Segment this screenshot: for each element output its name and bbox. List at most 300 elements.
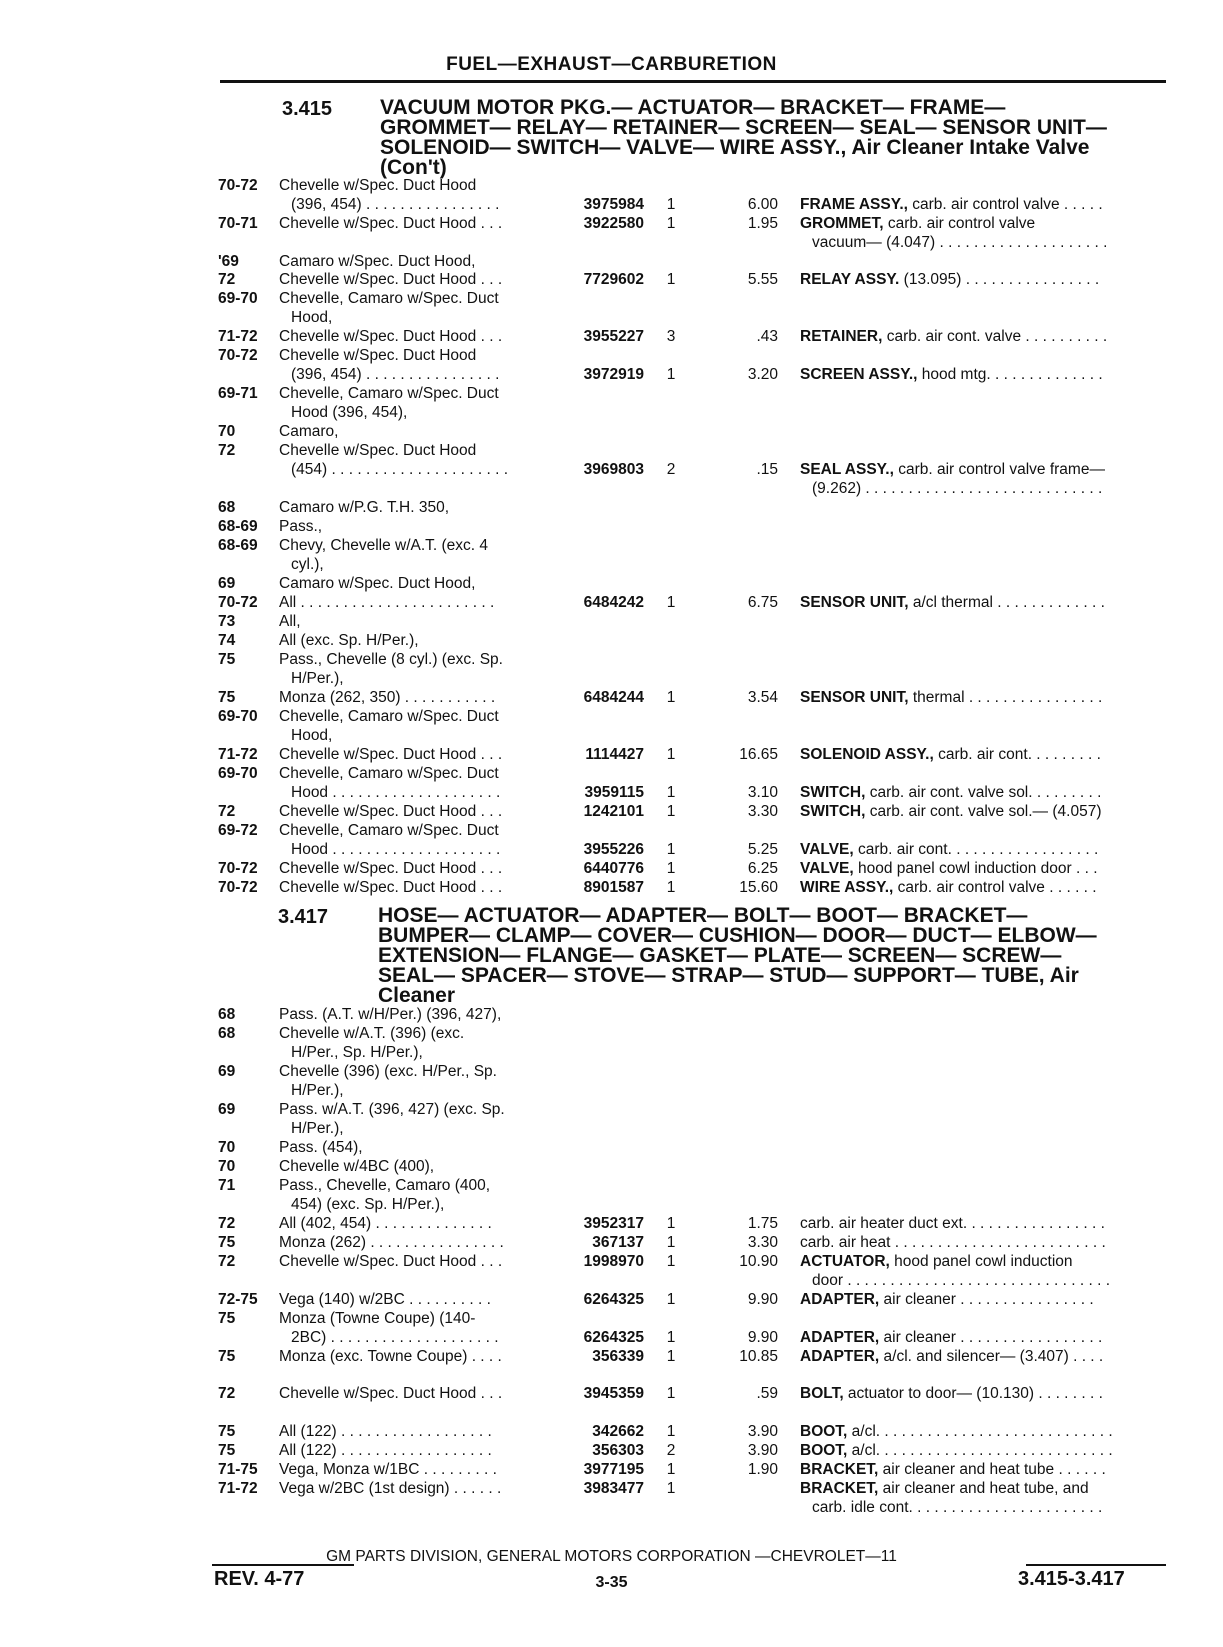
table-row [0,688,1223,707]
part-detail: carb. air cont. valve . . . . . . . . . . [882,328,1108,345]
table-row [0,669,1223,688]
price: 16.65 [739,746,778,763]
part-number: 3955226 [583,841,644,858]
application: Monza (262) . . . . . . . . . . . . . . . . [279,1234,504,1251]
part-name: SWITCH, [800,803,866,820]
table-row [0,783,1223,802]
model-year: 71-75 [218,1461,258,1478]
model-year: 69 [218,1063,236,1080]
part-description [800,593,1162,612]
price: 9.90 [747,1291,778,1308]
price: 9.90 [747,1329,778,1346]
application: All (402, 454) . . . . . . . . . . . . . . [279,1215,492,1232]
model-year: 70-72 [218,594,258,611]
part-detail: carb. air cont. valve sol.— (4.057) [865,803,1102,820]
price: 3.54 [747,689,778,706]
part-detail: carb. air heat . . . . . . . . . . . . . . . . . . . . . . . . . [800,1234,1106,1251]
application: Camaro w/Spec. Duct Hood, [279,253,476,270]
table-row [0,195,1223,214]
part-description [800,802,1162,821]
table-row [0,422,1223,441]
model-year: 69-70 [218,765,258,782]
page-header-title: FUEL—EXHAUST—CARBURETION [446,54,777,75]
application: Hood . . . . . . . . . . . . . . . . . . . . [291,841,501,858]
quantity: 1 [666,1348,676,1365]
part-description [800,1328,1162,1347]
model-year: 71-72 [218,1480,258,1497]
table-row [0,270,1223,289]
application: Vega (140) w/2BC . . . . . . . . . . [279,1291,491,1308]
application: H/Per.), [291,1120,344,1137]
application: Camaro w/Spec. Duct Hood, [279,575,476,592]
part-number: 8901587 [583,879,644,896]
part-name: BRACKET, [800,1480,879,1497]
part-detail: air cleaner and heat tube . . . . . . [878,1461,1106,1478]
part-name: BOOT, [800,1423,848,1440]
quantity: 1 [666,860,676,877]
part-detail: air cleaner . . . . . . . . . . . . . . . . [879,1291,1094,1308]
application: Pass. w/A.T. (396, 427) (exc. Sp. [279,1101,505,1118]
part-number: 3955227 [583,328,644,345]
part-description [800,270,1162,289]
part-detail: thermal . . . . . . . . . . . . . . . . [908,689,1103,706]
quantity: 1 [666,594,676,611]
quantity: 1 [666,1253,676,1270]
part-detail: carb. air cont. . . . . . . . . [933,746,1101,763]
quantity: 1 [666,1423,676,1440]
part-name: SOLENOID ASSY., [800,746,934,763]
price: 6.00 [747,196,778,213]
section-title: VACUUM MOTOR PKG.— ACTUATOR— BRACKET— FRAME— GROMMET— RELAY— RETAINER— SCREEN— SEAL— SENSOR UNIT— SOLENOID— SWITCH— VALVE— WIRE ASSY., Air Cleaner Intake Valve (Con't) [380,96,1107,179]
header-rule [220,80,1166,83]
table-row [0,460,1223,479]
footer-publisher: GM PARTS DIVISION, GENERAL MOTORS CORPORATION —CHEVROLET—11 [326,1548,897,1565]
model-year: 71 [218,1177,236,1194]
part-detail: hood panel cowl induction door . . . [853,860,1098,877]
model-year: '69 [218,253,239,270]
table-row [0,1195,1223,1214]
application: Chevelle w/Spec. Duct Hood [279,177,477,194]
part-description [800,1460,1162,1479]
quantity: 1 [666,841,676,858]
part-number: 6484244 [583,689,644,706]
section-title: HOSE— ACTUATOR— ADAPTER— BOLT— BOOT— BRACKET— BUMPER— CLAMP— COVER— CUSHION— DOOR— DUCT— ELBOW— EXTENSION— FLANGE— GASKET— PLATE— SCREEN— SCREW— SEAL— SPACER— STOVE— STRAP— STUD— SUPPORT— TUBE, Air Cleaner [378,904,1097,1007]
application: All (122) . . . . . . . . . . . . . . . . . . [279,1423,492,1440]
quantity: 1 [666,1291,676,1308]
model-year: 75 [218,1310,236,1327]
application: Chevelle w/A.T. (396) (exc. [279,1025,465,1042]
model-year: 75 [218,651,236,668]
table-row [0,612,1223,631]
part-number: 7729602 [583,271,644,288]
table-row [0,764,1223,783]
application: (396, 454) . . . . . . . . . . . . . . . . [291,196,500,213]
price: 10.85 [739,1348,778,1365]
model-year: 69-70 [218,290,258,307]
part-name: BRACKET, [800,1461,879,1478]
quantity: 1 [666,271,676,288]
part-name: FRAME ASSY., [800,196,908,213]
table-row [0,308,1223,327]
table-row [0,365,1223,384]
part-description [800,195,1162,214]
application: Pass., Chevelle (8 cyl.) (exc. Sp. [279,651,503,668]
part-number: 3969803 [583,461,644,478]
model-year: 72 [218,271,236,288]
model-year: 71-72 [218,328,258,345]
quantity: 1 [666,1329,676,1346]
application: Camaro, [279,423,339,440]
part-name: VALVE, [800,860,854,877]
application: Chevelle w/Spec. Duct Hood . . . [279,215,503,232]
part-number: 6264325 [583,1329,644,1346]
quantity: 1 [666,1215,676,1232]
table-row [0,1157,1223,1176]
table-row [0,1233,1223,1252]
quantity: 1 [666,689,676,706]
model-year: 73 [218,613,236,630]
quantity: 1 [666,1480,676,1497]
application: Pass. (A.T. w/H/Per.) (396, 427), [279,1006,502,1023]
table-row [0,517,1223,536]
application: Vega, Monza w/1BC . . . . . . . . . [279,1461,497,1478]
price: 5.25 [747,841,778,858]
table-row [0,441,1223,460]
model-year: 70-72 [218,347,258,364]
price: 3.20 [747,366,778,383]
part-description [800,878,1162,897]
application: (454) . . . . . . . . . . . . . . . . . . . . . [291,461,509,478]
part-name: ACTUATOR, [800,1253,890,1270]
application: All (exc. Sp. H/Per.), [279,632,419,649]
part-detail: carb. air cont. . . . . . . . . . . . . . . . . . [853,841,1099,858]
part-detail: carb. air heater duct ext. . . . . . . . . . . . . . . . . [800,1215,1105,1232]
model-year: 68 [218,1006,236,1023]
part-detail: a/cl. and silencer— (3.407) . . . . [879,1348,1104,1365]
part-name: RELAY ASSY. [800,271,900,288]
model-year: 75 [218,689,236,706]
model-year: 69 [218,1101,236,1118]
price: 1.90 [747,1461,778,1478]
table-row [0,745,1223,764]
application: Chevelle, Camaro w/Spec. Duct [279,290,499,307]
section-number: 3.417 [278,906,329,928]
model-year: 69 [218,575,236,592]
quantity: 1 [666,215,676,232]
part-description [800,214,1162,233]
table-row [0,498,1223,517]
part-detail: (13.095) . . . . . . . . . . . . . . . . [899,271,1100,288]
part-number: 3959115 [584,784,644,801]
table-row [0,252,1223,271]
part-detail: air cleaner . . . . . . . . . . . . . . . . . [879,1329,1103,1346]
price: 15.60 [739,879,778,896]
table-row [0,214,1223,233]
part-description [800,745,1162,764]
part-number: 356303 [592,1442,644,1459]
part-detail: a/cl thermal . . . . . . . . . . . . . [908,594,1105,611]
application: Chevelle w/Spec. Duct Hood . . . [279,271,503,288]
model-year: 69-72 [218,822,258,839]
price: 3.30 [747,1234,778,1251]
part-detail: hood panel cowl induction [889,1253,1073,1270]
part-description [800,1384,1162,1403]
part-description [812,479,1162,498]
part-number: 367137 [592,1234,644,1251]
part-description [800,859,1162,878]
table-row [0,1024,1223,1043]
part-detail: carb. air control valve frame— [893,461,1105,478]
price: .43 [756,328,778,345]
model-year: 72-75 [218,1291,258,1308]
table-row [0,289,1223,308]
application: Chevelle, Camaro w/Spec. Duct [279,385,499,402]
table-row [0,859,1223,878]
part-description [800,1290,1162,1309]
quantity: 1 [666,1385,676,1402]
application: Hood . . . . . . . . . . . . . . . . . . . . [291,784,501,801]
application: 454) (exc. Sp. H/Per.), [291,1196,445,1213]
application: Chevelle w/Spec. Duct Hood . . . [279,328,503,345]
price: 1.75 [747,1215,778,1232]
part-name: VALVE, [800,841,854,858]
table-row [0,1005,1223,1024]
part-description [812,1498,1162,1517]
table-row [0,1176,1223,1195]
price: 3.30 [747,803,778,820]
application: Vega w/2BC (1st design) . . . . . . [279,1480,502,1497]
quantity: 1 [666,1461,676,1478]
part-detail: carb. air control valve [883,215,1036,232]
application: Monza (Towne Coupe) (140- [279,1310,476,1327]
part-name: GROMMET, [800,215,884,232]
part-number: 6484242 [583,594,644,611]
table-row [0,1441,1223,1460]
model-year: 70-72 [218,177,258,194]
quantity: 1 [666,784,676,801]
part-detail: carb. air cont. valve sol. . . . . . . . . [865,784,1102,801]
application: Pass., Chevelle, Camaro (400, [279,1177,491,1194]
table-row [0,840,1223,859]
application: (396, 454) . . . . . . . . . . . . . . . . [291,366,500,383]
table-row [0,821,1223,840]
table-row [0,1119,1223,1138]
part-name: ADAPTER, [800,1291,880,1308]
model-year: 70 [218,1158,236,1175]
table-row [0,1062,1223,1081]
model-year: 70 [218,423,236,440]
table-row [0,233,1223,252]
part-description [800,1252,1162,1271]
model-year: 72 [218,1253,236,1270]
model-year: 68 [218,1025,236,1042]
part-description [812,1271,1162,1290]
application: Camaro w/P.G. T.H. 350, [279,499,450,516]
application: Chevelle (396) (exc. H/Per., Sp. [279,1063,497,1080]
table-row [0,1081,1223,1100]
table-row [0,479,1223,498]
application: Chevelle, Camaro w/Spec. Duct [279,822,499,839]
part-detail: air cleaner and heat tube, and [878,1480,1089,1497]
part-name: ADAPTER, [800,1348,880,1365]
footer-revision: REV. 4-77 [214,1568,305,1590]
price: 3.90 [747,1423,778,1440]
part-name: SCREEN ASSY., [800,366,918,383]
part-number: 356339 [592,1348,644,1365]
section-number: 3.415 [282,98,333,120]
price: 3.10 [747,784,778,801]
part-detail: vacuum— (4.047) . . . . . . . . . . . . . . . . . . . . [812,234,1108,251]
table-row [0,1328,1223,1347]
part-detail: carb. air control valve . . . . . [907,196,1103,213]
table-row [0,1043,1223,1062]
part-detail: hood mtg. . . . . . . . . . . . . . [917,366,1103,383]
quantity: 1 [666,1234,676,1251]
part-name: SENSOR UNIT, [800,689,909,706]
table-row [0,1460,1223,1479]
application: Monza (262, 350) . . . . . . . . . . . [279,689,496,706]
model-year: 71-72 [218,746,258,763]
part-description [812,233,1162,252]
model-year: 72 [218,1215,236,1232]
quantity: 1 [666,746,676,763]
table-row [0,327,1223,346]
part-name: WIRE ASSY., [800,879,894,896]
model-year: 70-71 [218,215,258,232]
application: All . . . . . . . . . . . . . . . . . . . . . . . [279,594,495,611]
application: H/Per.), [291,1082,344,1099]
table-row [0,1498,1223,1517]
table-row [0,1290,1223,1309]
table-row [0,1422,1223,1441]
application: Chevelle w/Spec. Duct Hood . . . [279,879,503,896]
table-row [0,346,1223,365]
table-row [0,574,1223,593]
price: 1.95 [747,215,778,232]
table-row [0,1347,1223,1366]
table-row [0,1252,1223,1271]
application: All, [279,613,301,630]
part-detail: door . . . . . . . . . . . . . . . . . . . . . . . . . . . . . . . [812,1272,1111,1289]
part-name: SEAL ASSY., [800,461,894,478]
part-number: 3952317 [583,1215,644,1232]
table-row [0,1100,1223,1119]
quantity: 2 [666,1442,676,1459]
part-detail: a/cl. . . . . . . . . . . . . . . . . . . . . . . . . . . . [847,1442,1113,1459]
table-row [0,176,1223,195]
part-name: BOLT, [800,1385,844,1402]
application: Hood (396, 454), [291,404,408,421]
table-row [0,384,1223,403]
application: Chevelle w/Spec. Duct Hood . . . [279,746,503,763]
part-detail: carb. idle cont. . . . . . . . . . . . . . . . . . . . . . . [812,1499,1103,1516]
quantity: 2 [666,461,676,478]
price: 6.25 [747,860,778,877]
model-year: 68-69 [218,518,258,535]
model-year: 75 [218,1423,236,1440]
quantity: 1 [666,803,676,820]
table-row [0,1271,1223,1290]
model-year: 69-70 [218,708,258,725]
part-number: 1998970 [583,1253,644,1270]
part-number: 6440776 [583,860,644,877]
model-year: 70-72 [218,860,258,877]
part-name: ADAPTER, [800,1329,880,1346]
application: Chevelle w/Spec. Duct Hood . . . [279,1385,503,1402]
part-detail: actuator to door— (10.130) . . . . . . . . [843,1385,1103,1402]
quantity: 3 [666,328,676,345]
part-description [800,1214,1162,1233]
part-name: RETAINER, [800,328,883,345]
table-row [0,1138,1223,1157]
part-number: 3977195 [583,1461,644,1478]
table-row [0,593,1223,612]
model-year: 72 [218,442,236,459]
part-name: SWITCH, [800,784,866,801]
footer-section-range: 3.415-3.417 [1018,1568,1125,1590]
application: Chevelle, Camaro w/Spec. Duct [279,765,499,782]
model-year: 70 [218,1139,236,1156]
part-description [800,327,1162,346]
part-description [800,460,1162,479]
part-detail: carb. air control valve . . . . . . [893,879,1097,896]
price: .15 [756,461,778,478]
table-row [0,1214,1223,1233]
table-row [0,707,1223,726]
table-row [0,878,1223,897]
price: 6.75 [747,594,778,611]
part-number: 3975984 [583,196,644,213]
table-row [0,555,1223,574]
price: 3.90 [747,1442,778,1459]
application: cyl.), [291,556,324,573]
model-year: 75 [218,1234,236,1251]
part-description [800,783,1162,802]
quantity: 1 [666,196,676,213]
part-number: 6264325 [583,1291,644,1308]
part-description [800,1233,1162,1252]
table-row [0,650,1223,669]
part-number: 3922580 [583,215,644,232]
part-detail: (9.262) . . . . . . . . . . . . . . . . . . . . . . . . . . . . [812,480,1103,497]
part-number: 1114427 [585,746,644,763]
table-row [0,403,1223,422]
model-year: 75 [218,1442,236,1459]
price: 5.55 [747,271,778,288]
application: Monza (exc. Towne Coupe) . . . . [279,1348,502,1365]
part-number: 1242101 [583,803,644,820]
model-year: 74 [218,632,236,649]
model-year: 68 [218,499,236,516]
table-row [0,536,1223,555]
part-description [800,688,1162,707]
model-year: 70-72 [218,879,258,896]
part-number: 3945359 [583,1385,644,1402]
part-detail: a/cl. . . . . . . . . . . . . . . . . . . . . . . . . . . . [847,1423,1113,1440]
application: H/Per.), [291,670,344,687]
application: H/Per., Sp. H/Per.), [291,1044,423,1061]
part-name: SENSOR UNIT, [800,594,909,611]
model-year: 72 [218,803,236,820]
application: Hood, [291,727,333,744]
table-row [0,802,1223,821]
part-number: 3983477 [583,1480,644,1497]
part-name: BOOT, [800,1442,848,1459]
application: Hood, [291,309,333,326]
quantity: 1 [666,366,676,383]
part-description [800,1441,1162,1460]
part-number: 342662 [592,1423,644,1440]
